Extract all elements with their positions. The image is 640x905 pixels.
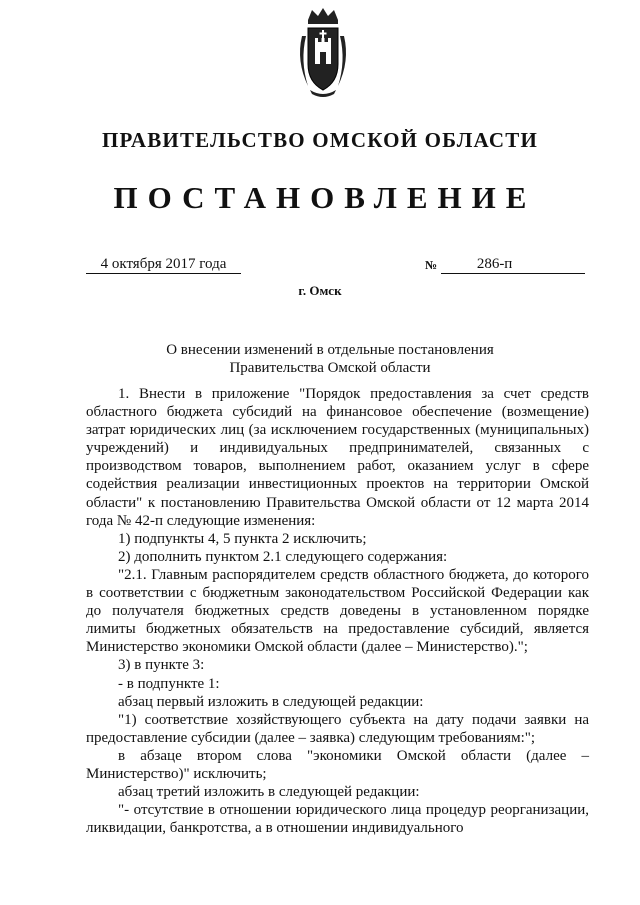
body-paragraph: абзац третий изложить в следующей редакции:: [118, 784, 420, 801]
organization-title: ПРАВИТЕЛЬСТВО ОМСКОЙ ОБЛАСТИ: [101, 128, 538, 152]
body-paragraph: "- отсутствие в отношении юридического лица процедур реорганизации, ликвидации, банкротства, а в отношении индивидуального: [86, 802, 589, 837]
body-paragraph: 2) дополнить пунктом 2.1 следующего содержания:: [118, 548, 448, 565]
body-paragraph: "2.1. Главным распорядителем средств областного бюджета, до которого в соответствии с бюджетным законодательством Российской Федерации как до получателя бюджетных средств доведены в установленном порядке лимиты бюджетных обязательств на предоставление субсидий, является Министерство экономики Омской области (далее – Министерство).";: [86, 566, 589, 656]
body-paragraph: "1) соответствие хозяйствующего субъекта на дату подачи заявки на предоставление субсидии (далее – заявка) следующим требованиям:";: [86, 711, 589, 746]
document-date: 4 октября 2017 года: [86, 256, 241, 274]
body-paragraph: абзац первый изложить в следующей редакции:: [118, 693, 424, 710]
subject-line: Правительства Омской области: [229, 360, 431, 376]
subject-line: О внесении изменений в отдельные постановления: [166, 342, 494, 358]
body-paragraph: в абзаце втором слова "экономики Омской области (далее – Министерство)" исключить;: [86, 747, 589, 782]
body-paragraph: - в подпункте 1:: [118, 675, 220, 692]
number-label: №: [425, 258, 438, 272]
document-subject: [0, 341, 640, 377]
document-number-block: [425, 256, 585, 274]
omsk-coat-of-arms-icon: [296, 6, 350, 98]
document-number: 286-п: [441, 256, 585, 274]
body-paragraph: 1. Внести в приложение "Порядок предоставления за счет средств областного бюджета субсидий на финансовое обеспечение (возмещение) затрат юридических лиц (за исключением государственных (муниципальных) учреждений) и индивидуальных предпринимателей, связанных с производством товаров, выполнением работ, оказанием услуг в сфере содействия реализации инвестиционных проектов на территории Омской области" к постановлению Правительства Омской области от 12 марта 2014 года № 42-п следующие изменения:: [86, 386, 589, 529]
document-type-title: ПОСТАНОВЛЕНИЕ: [113, 180, 537, 215]
city: г. Омск: [298, 283, 342, 298]
document-body: [86, 385, 589, 837]
body-paragraph: 3) в пункте 3:: [118, 657, 205, 674]
body-paragraph: 1) подпункты 4, 5 пункта 2 исключить;: [118, 530, 367, 547]
